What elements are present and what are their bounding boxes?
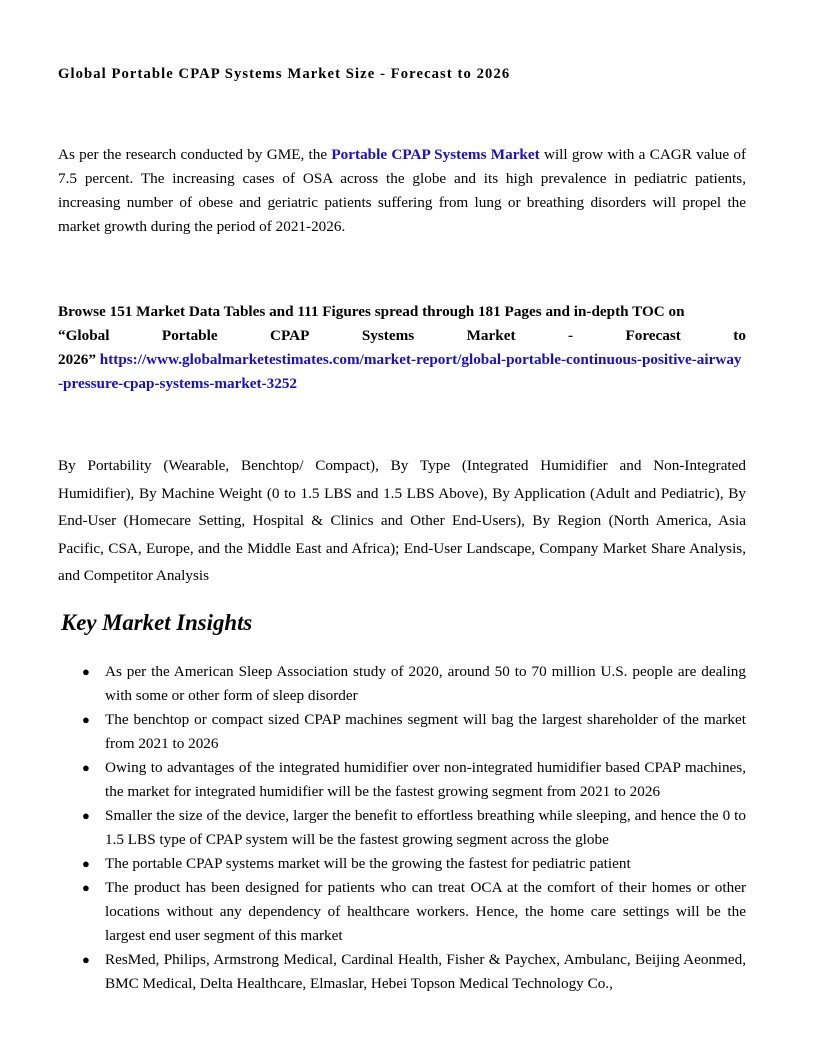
list-item [58,852,746,876]
browse-year-text: 2026” [58,351,96,368]
list-item [58,948,746,996]
page-title: Global Portable CPAP Systems Market Size - Forecast to 2026 [58,66,511,82]
intro-text-after: will grow with a CAGR value of 7.5 percent. The increasing cases of OSA across the globe and its high prevalence in pediatric patients, increasing number of obese and geriatric patients suffering from lung or breathing disorders will propel the market growth during the period of 2021-2026. [58,146,747,235]
bullet-icon: ● [82,664,90,679]
list-item-text: Owing to advantages of the integrated humidifier over non-integrated humidifier based CPAP machines, the market for integrated humidifier will be the fastest growing segment from 2021 to 2026 [105,759,746,800]
market-name-link[interactable]: Portable CPAP Systems Market [331,146,540,163]
browse-word: Portable [161,327,218,344]
browse-word: Forecast [625,327,681,344]
browse-word: “Global [58,327,110,344]
insights-heading: Key Market Insights [61,610,253,635]
browse-line-1: Browse 151 Market Data Tables and 111 Figures spread through 181 Pages and in-depth TOC on [58,303,685,320]
insights-list [58,660,746,996]
browse-word: Systems [361,327,415,344]
browse-word: to [733,327,746,344]
list-item-text: The benchtop or compact sized CPAP machines segment will bag the largest shareholder of the market from 2021 to 2026 [105,711,746,752]
bullet-icon: ● [82,712,90,727]
browse-line-2 [58,324,746,348]
bullet-icon: ● [82,880,90,895]
list-item-text: Smaller the size of the device, larger the benefit to effortless breathing while sleeping, and hence the 0 to 1.5 LBS type of CPAP system will be the fastest growing segment across the globe [105,807,746,848]
list-item [58,876,746,948]
bullet-icon: ● [82,856,90,871]
list-item [58,804,746,852]
list-item [58,660,746,708]
list-item [58,756,746,804]
intro-paragraph [58,143,746,239]
browse-word: Market [466,327,516,344]
list-item-text: ResMed, Philips, Armstrong Medical, Cardinal Health, Fisher & Paychex, Ambulanc, Beijing Aeonmed, BMC Medical, Delta Healthcare, Elmaslar, Hebei Topson Medical Technology Co., [105,951,746,992]
browse-line-3 [58,348,746,396]
browse-word: CPAP [270,327,310,344]
browse-word: - [567,327,574,344]
bullet-icon: ● [82,952,90,967]
intro-text-before: As per the research conducted by GME, the [58,146,332,163]
browse-paragraph [58,300,746,396]
list-item-text: The product has been designed for patients who can treat OCA at the comfort of their homes or other locations without any dependency of healthcare workers. Hence, the home care settings will be the largest end user segment of this market [105,879,746,944]
bullet-icon: ● [82,760,90,775]
report-url-link[interactable]: https://www.globalmarketestimates.com/market-report/global-portable-continuous-positive-airway-pressure-cpap-systems-market-3252 [58,351,742,392]
list-item [58,708,746,756]
bullet-icon: ● [82,808,90,823]
list-item-text: As per the American Sleep Association study of 2020, around 50 to 70 million U.S. people are dealing with some or other form of sleep disorder [105,663,746,704]
segmentation-paragraph: By Portability (Wearable, Benchtop/ Compact), By Type (Integrated Humidifier and Non-Integrated Humidifier), By Machine Weight (0 to 1.5 LBS and 1.5 LBS Above), By Application (Adult and Pediatric), By End-User (Homecare Setting, Hospital & Clinics and Other End-Users), By Region (North America, Asia Pacific, CSA, Europe, and the Middle East and Africa); End-User Landscape, Company Market Share Analysis, and Competitor Analysis [58,457,746,585]
list-item-text: The portable CPAP systems market will be the growing the fastest for pediatric patient [105,855,631,872]
